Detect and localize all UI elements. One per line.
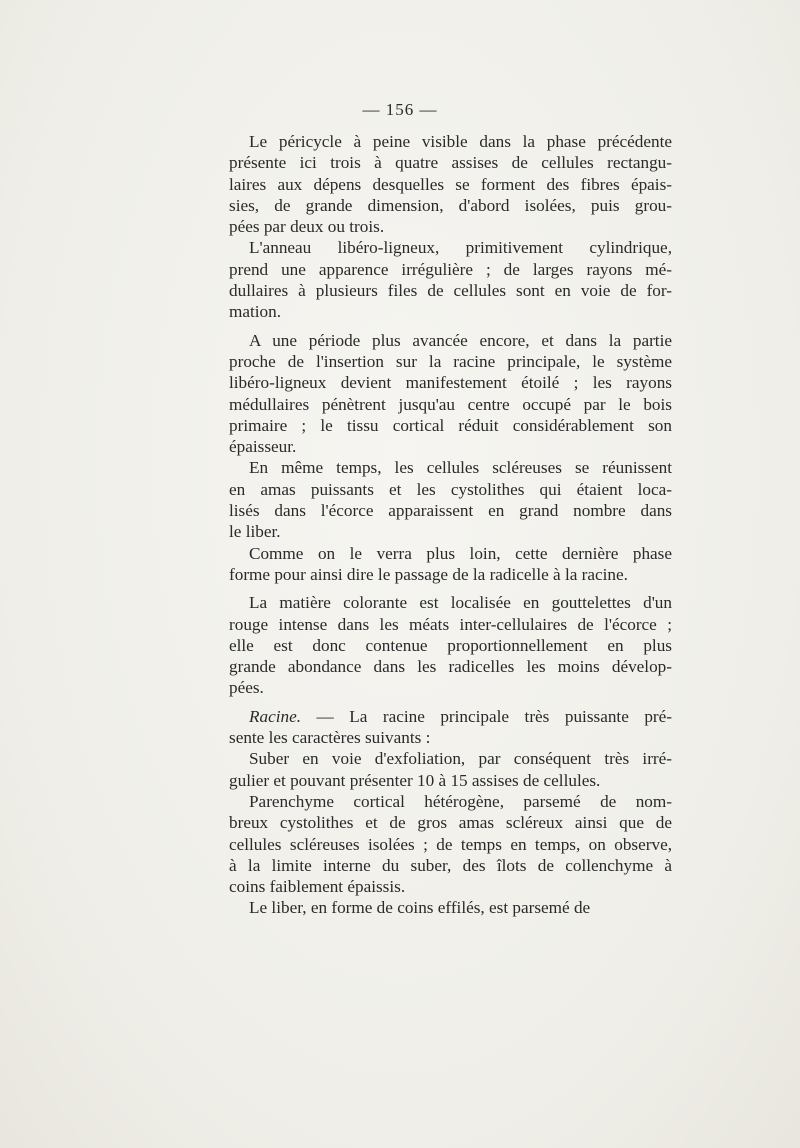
text-line: présente ici trois à quatre assises de cellules rectangu- [229,153,672,173]
paragraph [229,897,672,918]
text-line: mation. [229,302,282,322]
text-line: sies, de grande dimension, d'abord isolées, puis grou- [229,195,672,215]
paragraph [229,330,672,458]
text-line: La matière colorante est localisée en gouttelettes d'un [249,593,672,613]
text-line: en amas puissants et les cystolithes qui étaient loca- [229,479,672,499]
text-line: grande abondance dans les radicelles les moins dévelop- [229,657,672,677]
paragraph [229,748,672,791]
text-line: proche de l'insertion sur la racine principale, le système [229,351,672,371]
text-line: rouge intense dans les méats inter-cellulaires de l'écorce ; [229,614,672,634]
text-line: dullaires à plusieurs files de cellules sont en voie de for- [229,281,672,301]
paragraph [229,237,672,322]
text-line: pées. [229,678,264,698]
text-line: Suber en voie d'exfoliation, par conséquent très irré- [249,749,672,769]
text-line: libéro-ligneux devient manifestement étoilé ; les rayons [229,373,672,393]
text-line: prend une apparence irrégulière ; de larges rayons mé- [229,259,672,279]
text-line: forme pour ainsi dire le passage de la radicelle à la racine. [229,564,628,584]
text-line: cellules scléreuses isolées ; de temps en temps, on observe, [229,834,672,854]
text-line: Parenchyme cortical hétérogène, parsemé de nom- [249,791,672,811]
page-number: — 156 — [362,100,438,119]
paragraph [229,791,672,897]
text-line: primaire ; le tissu cortical réduit considérablement son [229,415,672,435]
text-line: Le liber, en forme de coins effilés, est parsemé de [249,898,591,918]
text-line: A une période plus avancée encore, et dans la partie [249,330,672,350]
text-line [229,706,672,727]
text-line: L'anneau libéro-ligneux, primitivement cylindrique, [249,238,672,258]
text-line: laires aux dépens desquelles se forment des fibres épais- [229,174,672,194]
text-line: gulier et pouvant présenter 10 à 15 assises de cellules. [229,770,601,790]
body-text [229,131,672,919]
paragraph [229,592,672,698]
paragraph [229,706,672,749]
line-text: — La racine principale très puissante pré- [301,706,672,726]
paragraph [229,457,672,542]
text-line: sente les caractères suivants : [229,728,431,748]
text-line: pées par deux ou trois. [229,217,385,237]
text-line: coins faiblement épaissis. [229,877,406,897]
text-line: elle est donc contenue proportionnellement en plus [229,635,672,655]
text-line: épaisseur. [229,437,297,457]
text-line: Le péricycle à peine visible dans la phase précédente [249,132,672,151]
text-line: à la limite interne du suber, des îlots de collenchyme à [229,855,672,875]
text-line: Comme on le verra plus loin, cette dernière phase [249,543,672,563]
italic-heading: Racine. [249,706,302,726]
text-line: le liber. [229,522,281,542]
paragraph [229,543,672,586]
paragraph [229,131,672,237]
text-line: médullaires pénètrent jusqu'au centre occupé par le bois [229,394,672,414]
text-line: breux cystolithes et de gros amas scléreux ainsi que de [229,813,672,833]
text-line: lisés dans l'écorce apparaissent en grand nombre dans [229,501,672,521]
text-line: En même temps, les cellules scléreuses se réunissent [249,458,672,478]
